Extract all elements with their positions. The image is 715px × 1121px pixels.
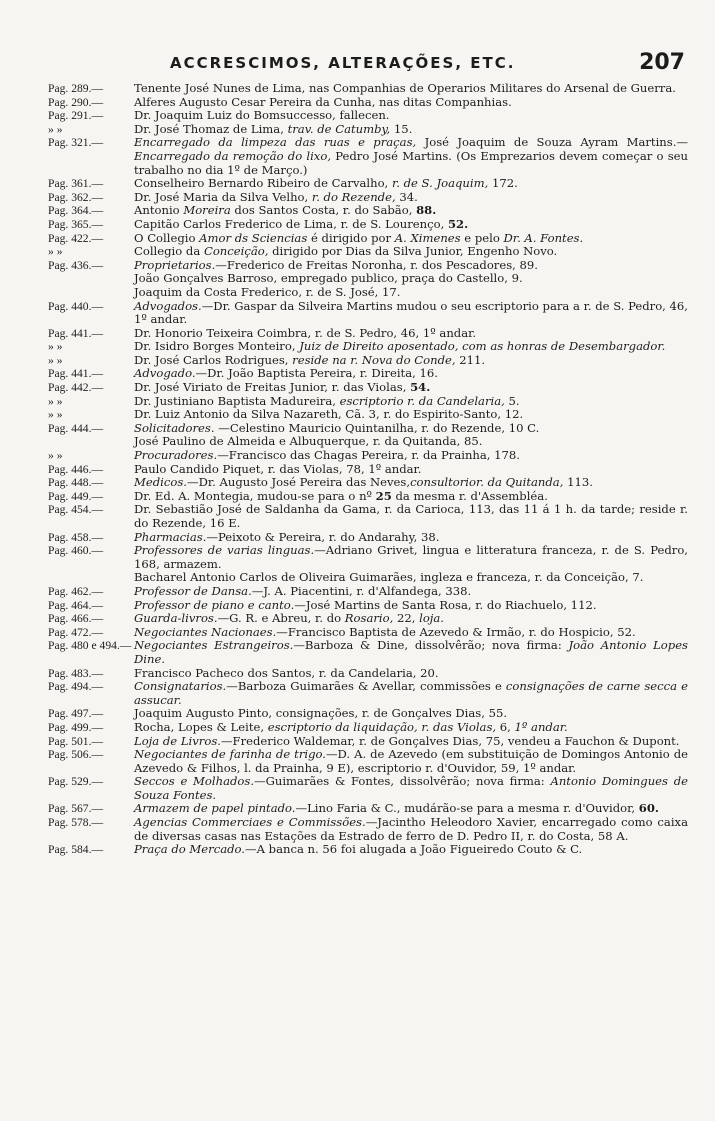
bold-fragment: 25 (375, 488, 392, 503)
text-fragment: Dr. Joaquim Luiz do Bomsuccesso, fallecen. (134, 108, 390, 123)
italic-fragment: Praça do Mercado. (134, 842, 245, 857)
text-fragment: —J. A. Piacentini, r. d'Alfandega, 338. (251, 583, 472, 598)
italic-fragment: Solicitadores. (134, 420, 215, 435)
italic-fragment: Rosario, (344, 611, 394, 626)
text-fragment: Rocha, Lopes & Leite, (134, 719, 268, 734)
entry-text (134, 340, 688, 354)
italic-fragment: Negociantes Nacionaes. (134, 624, 277, 639)
entry-text (134, 585, 688, 599)
text-fragment: Bacharel Antonio Carlos de Oliveira Guimarães, ingleza e franceza, r. da Conceição, 7. (134, 570, 644, 585)
text-fragment: José Joaquim de Souza Ayram Martins.— (416, 135, 688, 150)
text-fragment: Tenente José Nunes de Lima, nas Companhias de Operarios Militares do Arsenal de Guerra. (134, 81, 676, 95)
entry (48, 123, 688, 137)
entry-text (134, 123, 688, 137)
entry (48, 245, 688, 259)
text-fragment: Dr. José Maria da Silva Velho, (134, 189, 312, 204)
text-fragment: 6, (496, 719, 515, 734)
entry (48, 204, 688, 218)
entry-text (134, 96, 688, 110)
entry-text (134, 476, 688, 490)
entry-text (134, 136, 688, 177)
text-fragment: Alferes Augusto Cesar Pereira da Cunha, nas ditas Companhias. (134, 94, 512, 109)
entry-reference: Pag. 462.— (48, 584, 104, 598)
entry-text (134, 300, 688, 327)
entry (48, 259, 688, 273)
entry (48, 286, 688, 300)
entry (48, 408, 688, 422)
entry-reference: Pag. 290.— (48, 95, 104, 109)
text-fragment: —Adriano Grivet, lingua e litteratura franceza, r. de S. Pedro, 168, armazem. (134, 543, 688, 571)
entry (48, 843, 688, 857)
entry-reference: Pag. 441.— (48, 367, 104, 381)
text-fragment: Pedro José Martins. (Os Emprezarios devem começar o seu trabalho no dia 1º de Março.) (134, 148, 688, 177)
italic-fragment: Professor de Dansa. (134, 583, 252, 598)
text-fragment: —Jacintho Heleodoro Xavier, encarregado como caixa de diversas casas nas Estações da Estrado de ferro de D. Pedro II, r. do Costa, 58 A. (134, 815, 688, 843)
text-fragment: Paulo Candido Piquet, r. das Violas, 78, 1º andar. (134, 461, 422, 476)
bold-fragment: 54. (410, 380, 431, 395)
entry-reference: Pag. 499.— (48, 720, 104, 734)
entry (48, 136, 688, 177)
entry-reference: Pag. 449.— (48, 489, 104, 503)
text-fragment: da mesma r. d'Assembléa. (391, 488, 548, 503)
entry-reference: Pag. 494.— (48, 680, 104, 694)
entry-reference: Pag. 464.— (48, 598, 104, 612)
entry-reference: Pag. 584.— (48, 843, 104, 857)
entry-text (134, 408, 688, 422)
entry (48, 177, 688, 191)
entry-text (134, 626, 688, 640)
text-fragment: Dr. Honorio Teixeira Coimbra, r. de S. Pedro, 46, 1º andar. (134, 325, 477, 340)
entry-reference: Pag. 472.— (48, 625, 104, 639)
entry-reference: » » (48, 394, 63, 408)
entry (48, 748, 688, 775)
text-fragment: 211. (455, 352, 486, 367)
text-fragment: —Frederico de Freitas Noronha, r. dos Pescadores, 89. (215, 257, 538, 272)
entry (48, 109, 688, 123)
entry-text (134, 667, 688, 681)
text-fragment: João Gonçalves Barroso, empregado publico, praça do Castello, 9. (134, 271, 523, 286)
text-fragment: —Celestino Mauricio Quintanilha, r. do Rezende, 10 C. (214, 420, 540, 435)
italic-fragment: Conceição, (203, 244, 269, 259)
entry-text (134, 449, 688, 463)
entry-reference: Pag. 422.— (48, 231, 104, 245)
text-fragment: —G. R. e Abreu, r. do (217, 611, 345, 626)
entry (48, 82, 688, 96)
italic-fragment: Armazem de papel pintado. (134, 801, 296, 816)
entry (48, 422, 688, 436)
entry (48, 191, 688, 205)
entry (48, 721, 688, 735)
entry-reference: Pag. 458.— (48, 530, 104, 544)
page-header (40, 50, 685, 84)
entry (48, 272, 688, 286)
entry (48, 381, 688, 395)
entry (48, 707, 688, 721)
italic-fragment: Procuradores. (134, 448, 218, 463)
entry-text (134, 490, 688, 504)
text-fragment: Collegio da (134, 244, 204, 259)
text-fragment: 34. (395, 189, 418, 204)
entry (48, 626, 688, 640)
italic-fragment: escriptorio da liquidação, r. das Violas, (267, 719, 497, 734)
text-fragment: José Paulino de Almeida e Albuquerque, r. da Quitanda, 85. (134, 434, 483, 449)
text-fragment: 172. (488, 176, 518, 191)
entry-reference: » » (48, 122, 63, 136)
text-fragment: Dr. Sebastião José de Saldanha da Gama, r. da Carioca, 113, das 11 á 1 h. da tarde; reside r. do Rezende, 16 E. (134, 502, 688, 530)
entry-text (134, 843, 688, 857)
entry-text (134, 463, 688, 477)
italic-fragment: Negociantes Estrangeiros. (134, 638, 294, 653)
bold-fragment: 88. (416, 203, 437, 218)
entry (48, 395, 688, 409)
entry-reference: Pag. 506.— (48, 748, 104, 762)
italic-fragment: Advogado. (134, 366, 196, 381)
entry-text (134, 775, 688, 802)
entry (48, 816, 688, 843)
entry-text (134, 802, 688, 816)
entry (48, 531, 688, 545)
entry-text (134, 232, 688, 246)
entry-reference: Pag. 289.— (48, 82, 104, 95)
italic-fragment: Professor de piano e canto. (134, 597, 295, 612)
text-fragment: 113. (563, 475, 593, 490)
entry-reference: Pag. 361.— (48, 177, 104, 191)
entry-text (134, 367, 688, 381)
italic-fragment: consignações de carne secca e assucar. (134, 679, 688, 707)
entry-reference: Pag. 444.— (48, 421, 104, 435)
entry-text (134, 612, 688, 626)
italic-fragment: Dr. A. Fontes. (503, 230, 584, 245)
entry-text (134, 435, 688, 449)
entry-text (134, 354, 688, 368)
entry-text (134, 177, 688, 191)
italic-fragment: Loja de Livros. (134, 733, 221, 748)
italic-fragment: Pharmacias. (134, 529, 207, 544)
italic-fragment: consultorior. da Quitanda, (410, 475, 564, 490)
entry-reference: Pag. 501.— (48, 734, 104, 748)
entry (48, 585, 688, 599)
entry (48, 680, 688, 707)
entry-reference: » » (48, 245, 63, 259)
running-title: ACCRESCIMOS, ALTERAÇÕES, ETC. (170, 54, 516, 72)
entry-text (134, 531, 688, 545)
text-fragment: Antonio (134, 203, 184, 218)
text-fragment: Dr. Isidro Borges Monteiro, (134, 339, 300, 354)
text-fragment: Capitão Carlos Frederico de Lima, r. de S. Lourenço, (134, 216, 448, 231)
entry-reference: Pag. 440.— (48, 299, 104, 313)
entry-reference: Pag. 321.— (48, 136, 104, 150)
entry-reference: Pag. 480 e 494.— (48, 639, 132, 653)
entry (48, 612, 688, 626)
entry-text (134, 707, 688, 721)
text-fragment: —Guimarães & Fontes, dissolvêrão; nova firma: (254, 774, 551, 789)
bold-fragment: 52. (447, 216, 469, 231)
italic-fragment: A. Ximenes (394, 230, 461, 245)
text-fragment: Dr. Justiniano Baptista Madureira, (134, 393, 340, 408)
entry-reference: Pag. 362.— (48, 190, 104, 204)
italic-fragment: Medicos. (134, 475, 187, 490)
entry-text (134, 245, 688, 259)
entry (48, 639, 688, 666)
entry-reference: Pag. 441.— (48, 326, 104, 340)
italic-fragment: João Antonio Lopes Dine. (134, 638, 688, 666)
entry-text (134, 327, 688, 341)
text-fragment: Joaquim Augusto Pinto, consignações, r. de Gonçalves Dias, 55. (134, 706, 508, 721)
entry (48, 571, 688, 585)
entry-text (134, 599, 688, 613)
italic-fragment: escriptorio r. da Candelaria, (339, 393, 505, 408)
entry-text (134, 503, 688, 530)
entry-text (134, 422, 688, 436)
text-fragment: —Barboza & Dine, dissolvêrão; nova firma: (293, 638, 569, 653)
entry-reference: Pag. 497.— (48, 707, 104, 721)
text-fragment: e pelo (460, 230, 504, 245)
entry (48, 463, 688, 477)
entry (48, 449, 688, 463)
entry (48, 490, 688, 504)
text-fragment: —Frederico Waldemar, r. de Gonçalves Dias, 75, vendeu a Fauchon & Dupont. (220, 733, 680, 748)
entry-reference: Pag. 483.— (48, 666, 104, 680)
entry-text (134, 259, 688, 273)
entry-reference: Pag. 365.— (48, 217, 104, 231)
text-fragment: —Barboza Guimarães & Avellar, commissões e (226, 679, 506, 694)
entry (48, 735, 688, 749)
entry-text (134, 735, 688, 749)
italic-fragment: Advogados. (134, 298, 202, 313)
entry-text (134, 639, 688, 666)
italic-fragment: Consignatarios. (134, 679, 227, 694)
entry-reference: Pag. 567.— (48, 802, 104, 816)
entry-reference: » » (48, 449, 63, 463)
entry (48, 544, 688, 571)
italic-fragment: r. do Rezende, (311, 189, 396, 204)
entry (48, 300, 688, 327)
italic-fragment: Negociantes de farinha de trigo. (134, 747, 326, 762)
entry-text (134, 191, 688, 205)
entry (48, 476, 688, 490)
italic-fragment: 1º andar. (514, 719, 568, 734)
italic-fragment: Encarregado da limpeza das ruas e praças, (134, 135, 417, 150)
text-fragment: —Peixoto & Pereira, r. do Andarahy, 38. (206, 529, 440, 544)
entry-reference: Pag. 291.— (48, 109, 104, 123)
italic-fragment: Antonio Domingues de Souza Fontes. (134, 774, 688, 802)
entry (48, 667, 688, 681)
entry (48, 775, 688, 802)
entry-text (134, 721, 688, 735)
entry-reference: Pag. 466.— (48, 612, 104, 626)
entry (48, 367, 688, 381)
entry-reference: Pag. 460.— (48, 544, 104, 558)
text-fragment: —José Martins de Santa Rosa, r. do Riachuelo, 112. (294, 597, 597, 612)
entry-reference: Pag. 578.— (48, 816, 104, 830)
text-fragment: —D. A. de Azevedo (em substituição de Domingos Antonio de Azevedo & Filhos, l. da Prainha, 9 E), escriptorio r. d'Ouvidor, 59, 1º andar. (134, 747, 688, 775)
entry-text (134, 82, 688, 96)
italic-fragment: Seccos e Molhados. (134, 774, 255, 789)
text-fragment: dos Santos Costa, r. do Sabão, (230, 203, 417, 218)
entry (48, 354, 688, 368)
text-fragment: Dr. José Viriato de Freitas Junior, r. das Violas, (134, 380, 411, 395)
italic-fragment: Proprietarios. (134, 257, 216, 272)
text-fragment: Dr. José Thomaz de Lima, (134, 121, 288, 136)
entry-text (134, 680, 688, 707)
text-fragment: —Dr. Gaspar da Silveira Martins mudou o seu escriptorio para a r. de S. Pedro, 46, 1º andar. (134, 298, 688, 327)
text-fragment: —Lino Faria & C., mudárão-se para a mesma r. d'Ouvidor, (295, 801, 639, 816)
entry-text (134, 544, 688, 571)
bold-fragment: 60. (638, 801, 659, 816)
entry (48, 232, 688, 246)
italic-fragment: Guarda-livros. (134, 611, 218, 626)
text-fragment: 15. (390, 121, 413, 136)
text-fragment: —Francisco Baptista de Azevedo & Irmão, r. do Hospicio, 52. (276, 624, 636, 639)
entry-text (134, 571, 688, 585)
entry-text (134, 816, 688, 843)
entries-list (48, 82, 688, 857)
entry-reference: Pag. 436.— (48, 258, 104, 272)
italic-fragment: Juiz de Direito aposentado, com as honras de Desembargador. (299, 339, 666, 354)
entry-reference: Pag. 454.— (48, 503, 104, 517)
italic-fragment: r. de S. Joaquim, (391, 176, 489, 191)
entry (48, 435, 688, 449)
italic-fragment: Moreira (183, 203, 231, 218)
entry-text (134, 286, 688, 300)
entry-text (134, 395, 688, 409)
entry (48, 599, 688, 613)
text-fragment: dirigido por Dias da Silva Junior, Engenho Novo. (268, 244, 558, 259)
text-fragment: Dr. Ed. A. Montegia, mudou-se para o nº (134, 488, 376, 503)
entry-text (134, 109, 688, 123)
text-fragment: Conselheiro Bernardo Ribeiro de Carvalho, (134, 176, 392, 191)
italic-fragment: Amor ds Sciencias (199, 230, 308, 245)
text-fragment: Dr. José Carlos Rodrigues, (134, 352, 293, 367)
entry-reference: Pag. 364.— (48, 204, 104, 218)
entry-text (134, 204, 688, 218)
text-fragment: 22, (393, 611, 420, 626)
text-fragment: Francisco Pacheco dos Santos, r. da Candelaria, 20. (134, 665, 439, 680)
text-fragment: Joaquim da Costa Frederico, r. de S. José, 17. (134, 284, 401, 299)
entry (48, 802, 688, 816)
page-number: 207 (639, 50, 685, 75)
entry-text (134, 748, 688, 775)
entry-reference: » » (48, 353, 63, 367)
entry-reference: Pag. 529.— (48, 775, 104, 789)
entry (48, 503, 688, 530)
entry-text (134, 218, 688, 232)
entry-reference: Pag. 446.— (48, 462, 104, 476)
entry-text (134, 272, 688, 286)
text-fragment: —A banca n. 56 foi alugada a João Figueiredo Couto & C. (245, 842, 583, 857)
entry-reference: Pag. 448.— (48, 476, 104, 490)
text-fragment: 5. (504, 393, 520, 408)
entry (48, 96, 688, 110)
text-fragment: —Francisco das Chagas Pereira, r. da Prainha, 178. (217, 448, 520, 463)
entry-reference: » » (48, 340, 63, 354)
text-fragment: —Dr. João Baptista Pereira, r. Direita, 16. (195, 366, 438, 381)
italic-fragment: Professores de varias linguas. (134, 543, 315, 558)
italic-fragment: Encarregado da remoção do lixo, (134, 148, 332, 163)
italic-fragment: reside na r. Nova do Conde, (292, 352, 456, 367)
italic-fragment: Agencias Commerciaes e Commissões. (134, 815, 366, 830)
text-fragment: O Collegio (134, 230, 200, 245)
italic-fragment: trav. de Catumby, (287, 121, 391, 136)
entry-reference: Pag. 442.— (48, 381, 104, 395)
entry-text (134, 381, 688, 395)
text-fragment: Dr. Luiz Antonio da Silva Nazareth, Cã. 3, r. do Espirito-Santo, 12. (134, 407, 524, 422)
entry (48, 340, 688, 354)
entry (48, 327, 688, 341)
italic-fragment: loja. (419, 611, 444, 626)
entry (48, 218, 688, 232)
text-fragment: é dirigido por (307, 230, 395, 245)
text-fragment: —Dr. Augusto José Pereira das Neves, (186, 475, 411, 490)
entry-reference: » » (48, 408, 63, 422)
